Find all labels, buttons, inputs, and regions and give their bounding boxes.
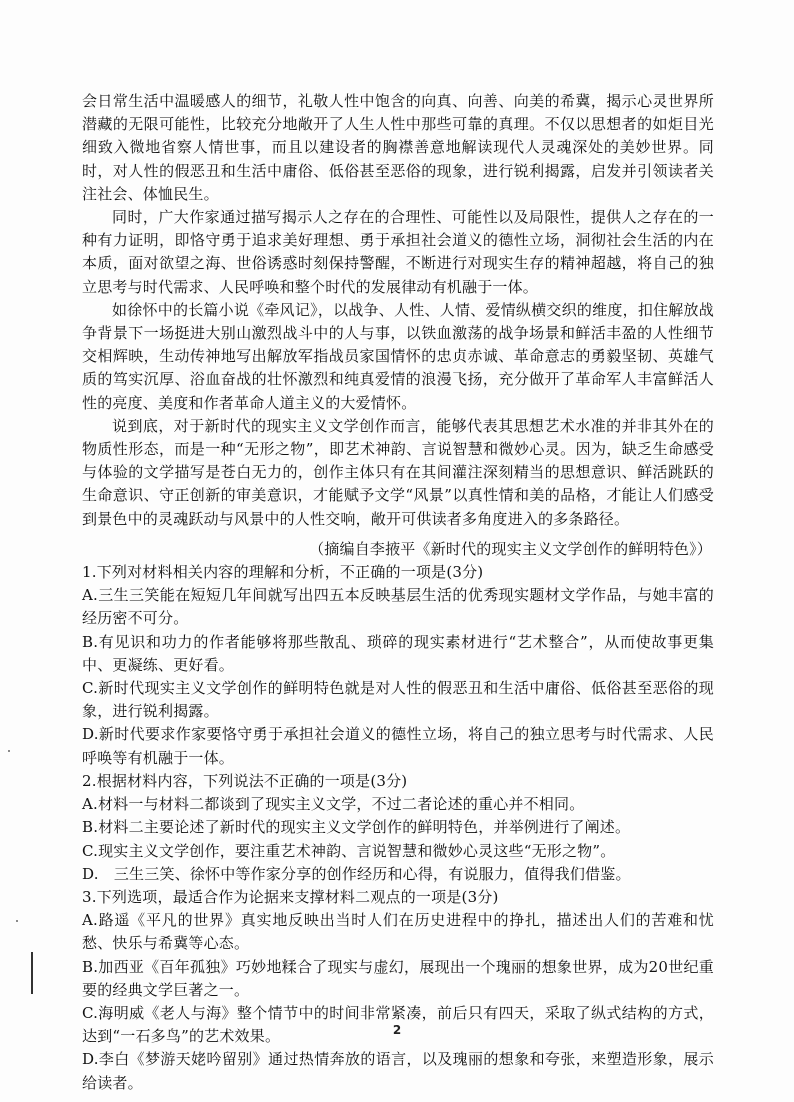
question-3 [82,886,714,1095]
option-b: B.加西亚《百年孤独》巧妙地糅合了现实与虚幻，展现出一个瑰丽的想象世界，成为20世纪重要的经典文学巨著之一。 [82,957,714,999]
option-b: B.有见识和功力的作者能够将那些散乱、琐碎的现实素材进行“艺术整合”，从而使故事更集中、更凝练、更好看。 [82,632,714,674]
option-d: D.李白《梦游天姥吟留别》通过热情奔放的语言，以及瑰丽的想象和夸张，来塑造形象，展示给读者。 [82,1050,714,1092]
question-2 [82,770,714,886]
scan-mark-left [31,952,33,994]
option-c: C.海明威《老人与海》整个情节中的时间非常紧凑，前后只有四天，采取了纵式结构的方式，达到“一石多鸟”的艺术效果。 [82,1003,714,1046]
option-d: D. 三生三笑、徐怀中等作家分享的创作经历和心得，有说服力，值得我们借鉴。 [82,864,631,883]
scan-dot [8,750,10,752]
option-a: A.材料一与材料二都谈到了现实主义文学，不过二者论述的重心并不相同。 [82,795,585,814]
question-stem: 1.下列对材料相关内容的理解和分析，不正确的一项是(3分) [82,563,484,582]
option-a: A.路遥《平凡的世界》真实地反映出当时人们在历史进程中的挣扎，描述出人们的苦难和忧愁、快乐与希冀等心态。 [82,911,714,953]
source-citation: （摘编自李掖平《新时代的现实主义文学创作的鲜明特色》） [309,539,712,558]
option-b: B.材料二主要论述了新时代的现实主义文学创作的鲜明特色，并举例进行了阐述。 [82,818,631,837]
option-a: A.三生三笑能在短短几年间就写出四五本反映基层生活的优秀现实题材文学作品，与她丰富的经历密不可分。 [82,586,714,628]
page-content [82,90,714,1095]
paragraph-2: 同时，广大作家通过描写揭示人之存在的合理性、可能性以及局限性，提供人之存在的一种有力证明，即恪守勇于追求美好理想、勇于承担社会道义的德性立场，洞彻社会生活的内在本质，面对欲望之海、世俗诱惑时刻保持警醒，不断进行对现实生存的精神超越，将自己的独立思考与时代需求、人民呼唤和整个时代的发展律动有机融于一体。 [82,208,714,296]
option-c: C.现实主义文学创作，要注重艺术神韵、言说智慧和微妙心灵这些“无形之物”。 [82,841,616,860]
question-stem: 2.根据材料内容，下列说法不正确的一项是(3分) [82,771,408,790]
question-stem: 3.下列选项，最适合作为论据来支撑材料二观点的一项是(3分) [82,887,499,906]
paragraph-3: 如徐怀中的长篇小说《牵风记》，以战争、人性、人情、爱情纵横交织的维度，扣住解放战争背景下一场挺进大别山激烈战斗中的人与事，以铁血激荡的战争场景和鲜活丰盈的人性细节交相辉映，生动传神地写出解放军指战员家国情怀的忠贞赤诚、革命意志的勇毅坚韧、英雄气质的笃实沉厚、浴血奋战的壮怀激烈和纯真爱情的浪漫飞扬，充分做开了革命军人丰富鲜活人性的亮度、美度和作者革命人道主义的大爱情怀。 [82,300,714,412]
option-c: C.新时代现实主义文学创作的鲜明特色就是对人性的假恶丑和生活中庸俗、低俗甚至恶俗的现象，进行锐利揭露。 [82,679,714,721]
scan-dot [16,920,18,922]
paragraph-1: 会日常生活中温暖感人的细节，礼敬人性中饱含的向真、向善、向美的希冀，揭示心灵世界所潜藏的无限可能性，比较充分地敞开了人生人性中那些可靠的真理。不仅以思想者的如炬目光细致入微地省察人情世事，而且以建设者的胸襟善意地解读现代人灵魂深处的美妙世界。同时，对人性的假恶丑和生活中庸俗、低俗甚至恶俗的现象，进行锐利揭露，启发并引领读者关注社会、体恤民生。 [82,92,714,203]
option-d: D.新时代要求作家要恪守勇于承担社会道义的德性立场，将自己的独立思考与时代需求、人民呼唤等有机融于一体。 [82,725,714,767]
paragraph-4: 说到底，对于新时代的现实主义文学创作而言，能够代表其思想艺术水准的并非其外在的物质性形态，而是一种“无形之物”，即艺术神韵、言说智慧和微妙心灵。因为，缺乏生命感受与体验的文学描写是苍白无力的，创作主体只有在其间灌注深刻精当的思想意识、鲜活跳跃的生命意识、守正创新的审美意识，才能赋予文学“风景”以真性情和美的品格，才能让人们感受到景色中的灵魂跃动与风景中的人性交响，敞开可供读者多角度进入的多条路径。 [82,416,714,528]
page-number: 2 [392,1023,402,1037]
question-1 [82,561,714,770]
